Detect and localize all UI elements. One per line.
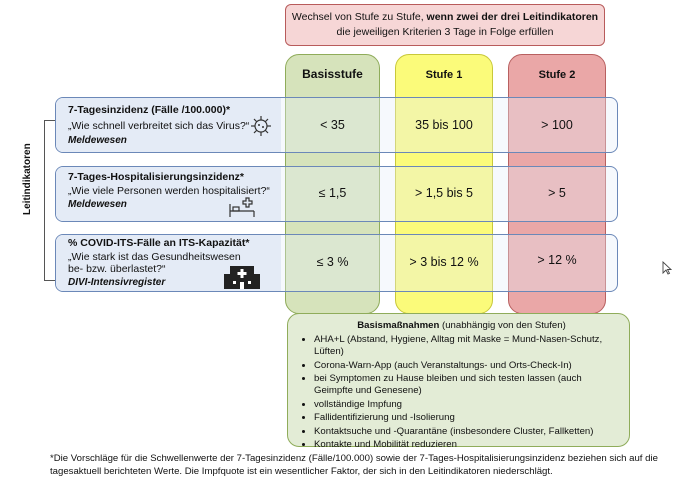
- value-basis: < 35: [320, 118, 345, 132]
- hospital-building-icon: [222, 260, 262, 290]
- list-item: • Kontakte und Mobilität reduzieren: [314, 439, 621, 451]
- side-label: Leitindikatoren: [22, 143, 33, 215]
- column-label: Stufe 1: [425, 69, 463, 81]
- indicator-title: 7-Tagesinzidenz (Fälle /100.000)*: [68, 104, 231, 116]
- list-item: • Kontaktsuche und -Quarantäne (insbesondere Cluster, Fallketten): [314, 426, 621, 438]
- value-basis: ≤ 3 %: [316, 255, 349, 269]
- indicator-question-line2: be- bzw. überlastet?“: [68, 263, 166, 275]
- indicator-question: „Wie viele Personen werden hospitalisiert?“: [68, 185, 270, 197]
- basis-measures-title: [302, 320, 621, 332]
- bracket-line: [44, 120, 45, 280]
- indicator-title: 7-Tages-Hospitalisierungsinzidenz*: [68, 171, 245, 183]
- value-stufe-1: 35 bis 100: [415, 118, 473, 132]
- indicator-question: „Wie stark ist das Gesundheitswesen: [68, 251, 241, 263]
- list-item: • Corona-Warn-App (auch Veranstaltungs- und Orts-Check-In): [314, 360, 621, 372]
- value-basis: ≤ 1,5: [318, 186, 347, 200]
- indicator-title: % COVID-ITS-Fälle an ITS-Kapazität*: [68, 237, 250, 249]
- indicator-source: Meldewesen: [68, 135, 127, 146]
- hospital-bed-icon: [228, 196, 258, 218]
- basis-title-bold: Basismaßnahmen: [357, 320, 440, 331]
- value-stufe-1: > 1,5 bis 5: [414, 186, 474, 200]
- header-box: [285, 4, 605, 46]
- virus-icon: [249, 114, 273, 138]
- value-stufe-2: > 12 %: [537, 253, 577, 267]
- indicator-source: DIVI-Intensivregister: [68, 277, 166, 288]
- value-stufe-2: > 100: [541, 118, 573, 132]
- list-item: • AHA+L (Abstand, Hygiene, Alltag mit Maske = Mund-Nasen-Schutz, Lüften): [314, 334, 621, 358]
- value-stufe-2: > 5: [548, 186, 566, 200]
- basis-measures-list: [302, 334, 621, 451]
- value-stufe-1: > 3 bis 12 %: [409, 255, 479, 269]
- basis-measures-box: [287, 313, 630, 450]
- indicator-source: Meldewesen: [68, 199, 127, 210]
- header-text: Wechsel von Stufe zu Stufe,: [291, 11, 427, 23]
- header-bold: wenn zwei der drei Leitindikatoren: [426, 11, 599, 23]
- mouse-cursor-icon: [662, 261, 672, 275]
- footnote: *Die Vorschläge für die Schwellenwerte der 7-Tagesinzidenz (Fälle/100.000) sowie der 7-Tages-Hospitalisierungsinzidenz beziehen sich auf die tagesaktuell berichteten Werte. Die Impfquote ist ein wesentlicher Faktor, der sich in den Leitindikatoren niederschlägt.: [50, 453, 658, 477]
- column-label: Basisstufe: [302, 67, 363, 81]
- list-item: • bei Symptomen zu Hause bleiben und sich testen lassen (auch Geimpfte und Genesene): [314, 373, 621, 397]
- list-item: • Fallidentifizierung und -Isolierung: [314, 412, 621, 424]
- column-label: Stufe 2: [538, 69, 576, 81]
- header-text-end: die jeweiligen Kriterien 3 Tage in Folge erfüllen: [336, 26, 554, 38]
- indicator-question: „Wie schnell verbreitet sich das Virus?“: [68, 120, 250, 132]
- basis-title-rest: (unabhängig von den Stufen): [439, 320, 566, 331]
- list-item: • vollständige Impfung: [314, 399, 621, 411]
